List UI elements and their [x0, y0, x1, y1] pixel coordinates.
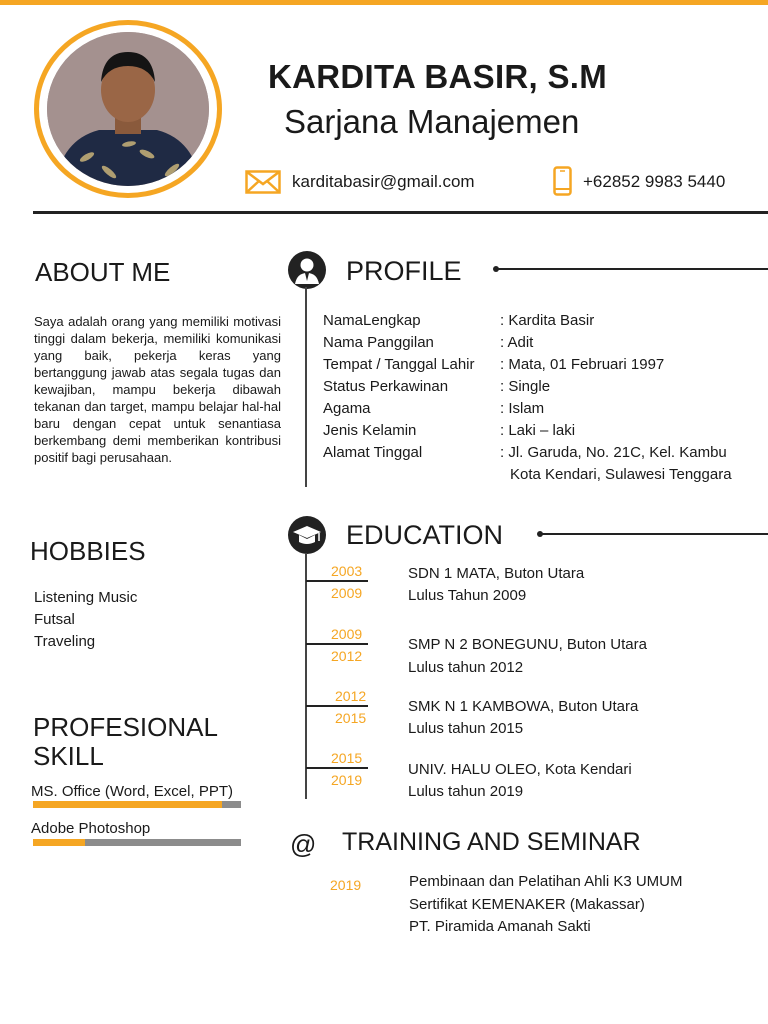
education-tick	[306, 580, 368, 582]
profile-label: NamaLengkap	[323, 312, 421, 329]
profile-label: Nama Panggilan	[323, 334, 434, 351]
skill-bar	[33, 839, 241, 846]
at-symbol-icon: @	[290, 829, 317, 859]
hobby-item: Futsal	[34, 611, 75, 628]
skill-bar-fill	[33, 839, 85, 846]
skill-label: MS. Office (Word, Excel, PPT)	[31, 783, 233, 800]
education-school: UNIV. HALU OLEO, Kota Kendari	[408, 761, 632, 778]
education-end-year: 2009	[331, 585, 363, 601]
profile-value: : Mata, 01 Februari 1997	[500, 356, 665, 373]
training-line: PT. Piramida Amanah Sakti	[409, 918, 591, 935]
education-start-year: 2003	[331, 563, 363, 579]
training-year: 2019	[330, 877, 362, 893]
profile-label: Agama	[323, 400, 371, 417]
education-timeline	[305, 553, 307, 799]
email-text: karditabasir@gmail.com	[292, 172, 475, 191]
education-end-year: 2015	[335, 710, 367, 726]
education-end-year: 2012	[331, 648, 363, 664]
education-tick	[306, 767, 368, 769]
education-school: SMP N 2 BONEGUNU, Buton Utara	[408, 636, 647, 653]
hobby-item: Listening Music	[34, 589, 138, 606]
envelope-icon	[245, 170, 281, 199]
profile-label: Alamat Tinggal	[323, 444, 423, 461]
profile-label: Status Perkawinan	[323, 378, 449, 395]
education-tick	[306, 643, 368, 645]
education-start-year: 2012	[335, 688, 367, 704]
education-note: Lulus tahun 2012	[408, 659, 524, 676]
profile-photo	[47, 32, 209, 186]
education-heading: EDUCATION	[346, 520, 504, 550]
profile-address-line2: Kota Kendari, Sulawesi Tenggara	[510, 466, 732, 483]
phone-icon	[553, 166, 572, 201]
education-start-year: 2009	[331, 626, 363, 642]
education-start-year: 2015	[331, 750, 363, 766]
education-end-year: 2019	[331, 772, 363, 788]
profile-value: : Adit	[500, 334, 534, 351]
skill-bar-fill	[33, 801, 222, 808]
education-rule	[541, 533, 768, 535]
profile-timeline	[305, 287, 307, 487]
hobbies-heading: HOBBIES	[30, 536, 146, 566]
graduation-cap-icon	[288, 516, 326, 554]
education-tick	[306, 705, 368, 707]
about-text: Saya adalah orang yang memiliki motivasi tinggi dalam bekerja, memiliki komunikasi yang baik, pekerja keras yang bertanggung jawab atas segala tugas dan kewajiban, mampu bekerja dibawah tekanan dan target, mampu belajar hal-hal baru dengan cepat untuk senantiasa berkembang demi memberikan kontribusi positif bagi perusahaan.	[34, 314, 281, 465]
profile-value: : Kardita Basir	[500, 312, 595, 329]
person-icon	[288, 251, 326, 289]
hobby-item: Traveling	[34, 633, 96, 650]
training-line: Pembinaan dan Pelatihan Ahli K3 UMUM	[409, 873, 683, 890]
profile-label: Tempat / Tanggal Lahir	[323, 356, 475, 373]
education-school: SDN 1 MATA, Buton Utara	[408, 565, 585, 582]
profile-heading: PROFILE	[346, 256, 462, 286]
training-heading: TRAINING AND SEMINAR	[342, 828, 641, 856]
skills-heading-line2: SKILL	[33, 741, 104, 771]
education-school: SMK N 1 KAMBOWA, Buton Utara	[408, 698, 639, 715]
phone-text: +62852 9983 5440	[583, 172, 726, 191]
profile-rule	[497, 268, 768, 270]
about-heading: ABOUT ME	[35, 257, 171, 287]
profile-label: Jenis Kelamin	[323, 422, 417, 439]
skill-label: Adobe Photoshop	[31, 820, 151, 837]
profile-value: : Laki – laki	[500, 422, 576, 439]
top-accent-bar	[0, 0, 768, 5]
education-note: Lulus tahun 2019	[408, 783, 524, 800]
candidate-name: KARDITA BASIR, S.M	[268, 58, 608, 95]
profile-value: : Single	[500, 378, 551, 395]
training-line: Sertifikat KEMENAKER (Makassar)	[409, 896, 645, 913]
header-divider	[33, 211, 768, 214]
skills-heading-line1: PROFESIONAL	[33, 712, 218, 742]
profile-value: : Islam	[500, 400, 545, 417]
education-note: Lulus tahun 2015	[408, 720, 524, 737]
skill-bar	[33, 801, 241, 808]
education-note: Lulus Tahun 2009	[408, 587, 527, 604]
profile-value: : Jl. Garuda, No. 21C, Kel. Kambu	[500, 444, 727, 461]
candidate-degree: Sarjana Manajemen	[284, 103, 580, 140]
